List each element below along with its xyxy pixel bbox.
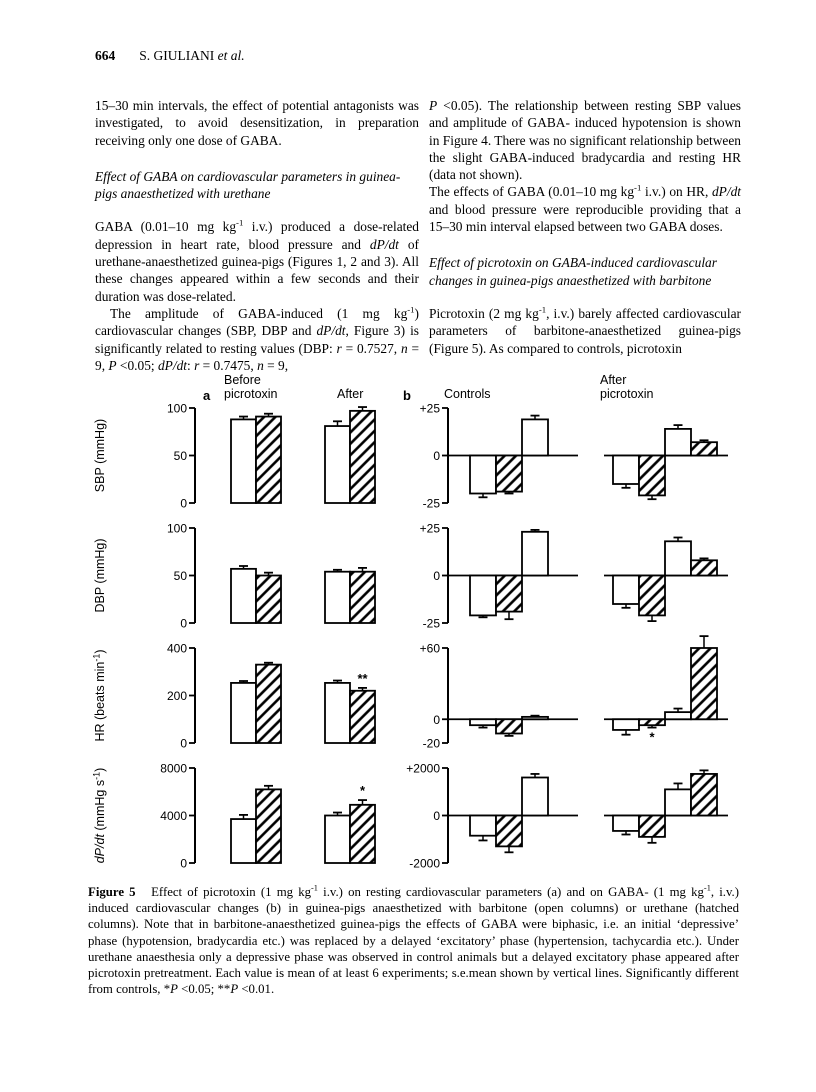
y-tick-label: 50: [173, 449, 187, 463]
bar-open: [231, 819, 256, 863]
body-paragraph: The effects of GABA (0.01–10 mg $kg^{-1}$ i.v.) on HR, dP/dt and blood pressure were reproducible providing that a 15–30 min interval elapsed between two GABA doses.: [429, 183, 741, 235]
right-column: [429, 97, 741, 357]
chart-dbp-gaba-change: [390, 515, 740, 642]
bar-open: [470, 719, 496, 725]
y-tick-label: 100: [166, 401, 187, 416]
group-label-controls: Controls: [444, 387, 491, 401]
body-paragraph: P <0.05). The relationship between resting SBP values and amplitude of GABA- induced hypotension is shown in Figure 4. There was no significant relationship between the slight GABA-induced bradycardia and resting HR (data not shown).: [429, 98, 741, 183]
bar-open: [665, 712, 691, 719]
bar-hatched: [256, 417, 281, 503]
bar-hatched: [691, 774, 717, 816]
bar-hatched: [350, 572, 375, 623]
bar-open: [231, 569, 256, 623]
y-tick-label: 50: [173, 569, 187, 583]
body-paragraph: The amplitude of GABA-induced (1 mg $kg^{-1}$) cardiovascular changes (SBP, DBP and dP/dt, Figure 3) is significantly related to resting values (DBP: r = 0.7527, n = 9, P <0.05; dP/dt: r = 0.7475, n = 9,: [95, 304, 420, 373]
y-tick-label: 0: [433, 449, 440, 463]
section-heading: Effect of picrotoxin on GABA-induced cardiovascular changes in guinea-pigs anaesthetized with barbitone: [429, 255, 717, 288]
y-axis-label: SBP (mmHg): [93, 418, 107, 493]
y-tick-label: 4000: [160, 809, 187, 823]
body-paragraph: Picrotoxin (2 mg $kg^{-1}$, i.v.) barely affected cardiovascular parameters of barbitone-anaesthetized guinea-pigs (Figure 5). As compared to controls, picrotoxin: [429, 304, 741, 356]
chart-hr-gaba-change: [390, 635, 740, 762]
chart-sbp-gaba-change: [390, 395, 740, 522]
bar-open: [522, 419, 548, 455]
y-tick-label: 400: [166, 641, 187, 656]
bar-hatched: [691, 442, 717, 455]
significance-marker: *: [359, 783, 366, 799]
bar-hatched: [350, 411, 375, 503]
bar-open: [613, 456, 639, 485]
group-label-after-picrotoxin: After picrotoxin: [600, 373, 654, 401]
bar-hatched: [256, 576, 281, 624]
bar-open: [665, 789, 691, 815]
bar-open: [325, 683, 350, 743]
y-tick-label: 200: [166, 689, 187, 703]
bar-hatched: [496, 816, 522, 847]
bar-open: [325, 572, 350, 623]
bar-hatched: [350, 691, 375, 743]
section-heading: Effect of GABA on cardiovascular parameters in guinea-pigs anaesthetized with urethane: [95, 168, 401, 202]
bar-open: [522, 717, 548, 719]
bar-open: [325, 426, 350, 503]
bar-hatched: [691, 648, 717, 719]
chart-hr-resting: [88, 635, 390, 762]
y-tick-label: 8000: [160, 761, 187, 776]
bar-hatched: [639, 816, 665, 837]
y-tick-label: 0: [433, 569, 440, 583]
bar-open: [231, 683, 256, 743]
bar-hatched: [639, 576, 665, 616]
bar-hatched: [256, 789, 281, 863]
bar-open: [325, 816, 350, 864]
bar-open: [470, 456, 496, 494]
y-tick-label: -20: [422, 736, 440, 751]
chart-dpdt-resting: [88, 755, 390, 882]
y-tick-label: 0: [180, 496, 187, 511]
bar-open: [231, 419, 256, 503]
bar-hatched: [496, 456, 522, 492]
figure-caption: Figure 5 Effect of picrotoxin (1 mg $kg^{-1}$ i.v.) on resting cardiovascular parameters (a) and on GABA- (1 mg $kg^{-1}$, i.v.) induced cardiovascular changes (b) in guinea-pigs anaesthetized with barbitone (open columns) or urethane (hatched columns). Note that in barbitone-anaesthetized guinea-pigs the effects of GABA were biphasic, i.e. an initial ‘depressive’ phase (hypotension, bradycardia etc.) was replaced by a delayed ‘excitatory’ phase (hypertension, tachycardia etc.). Under urethane anaesthesia only a depressive phase was observed in control animals but a delayed excitatory phase appeared after picrotoxin pretreatment. Each value is mean of at least 6 experiments; s.e.mean shown by vertical lines. Significantly different from controls, *P <0.05; **P <0.01.: [88, 883, 740, 997]
y-axis-label: dP/dt (mmHg $s^{-1}$): [91, 767, 107, 864]
figure-5: [0, 373, 816, 883]
bar-hatched: [256, 665, 281, 743]
panel-a-letter: a: [203, 388, 211, 403]
y-tick-label: -25: [422, 496, 440, 511]
bar-open: [470, 576, 496, 616]
y-axis-label: HR (beats $\min^{-1}$): [91, 649, 107, 742]
bar-hatched: [691, 560, 717, 575]
y-tick-label: -25: [422, 616, 440, 631]
bar-open: [522, 532, 548, 576]
bar-hatched: [496, 719, 522, 733]
bar-open: [613, 576, 639, 605]
running-head: [95, 48, 245, 64]
bar-hatched: [496, 576, 522, 612]
y-tick-label: +2000: [406, 761, 440, 776]
panel-b-letter: b: [403, 388, 411, 403]
bar-hatched: [639, 456, 665, 496]
bar-open: [665, 429, 691, 456]
bar-open: [470, 816, 496, 836]
chart-sbp-resting: [88, 395, 390, 522]
y-tick-label: 0: [433, 809, 440, 823]
y-tick-label: +25: [419, 521, 440, 536]
y-axis-label: DBP (mmHg): [93, 538, 107, 613]
left-column: [95, 97, 419, 374]
body-paragraph: 15–30 min intervals, the effect of potential antagonists was investigated, to avoid desensitization, in preparation receiving only one dose of GABA.: [95, 98, 419, 148]
group-label-after: After: [337, 387, 364, 401]
chart-dpdt-gaba-change: [390, 755, 740, 882]
y-tick-label: 0: [180, 616, 187, 631]
page-number: 664: [95, 48, 116, 63]
bar-open: [613, 816, 639, 831]
y-tick-label: 0: [180, 736, 187, 751]
y-tick-label: 100: [166, 521, 187, 536]
y-tick-label: 0: [180, 856, 187, 871]
bar-open: [665, 541, 691, 575]
running-head-authors: S. GIULIANI et al.: [139, 48, 245, 63]
significance-marker: *: [649, 729, 655, 745]
bar-open: [613, 719, 639, 730]
chart-dbp-resting: [88, 515, 390, 642]
y-tick-label: +25: [419, 401, 440, 416]
significance-marker: **: [357, 670, 368, 686]
bar-open: [522, 778, 548, 816]
y-tick-label: 0: [433, 712, 440, 727]
bar-hatched: [639, 719, 665, 725]
body-paragraph: GABA (0.01–10 mg $kg^{-1}$ i.v.) produced a dose-related depression in heart rate, blood pressure and dP/dt of urethane-anaesthetized guinea-pigs (Figures 1, 2 and 3). All these changes appeared within a few seconds and their duration was dose-related.: [95, 218, 419, 304]
bar-hatched: [350, 805, 375, 863]
y-tick-label: -2000: [409, 856, 440, 871]
y-tick-label: +60: [419, 641, 440, 656]
group-label-before-picrotoxin: Before picrotoxin: [224, 373, 278, 401]
